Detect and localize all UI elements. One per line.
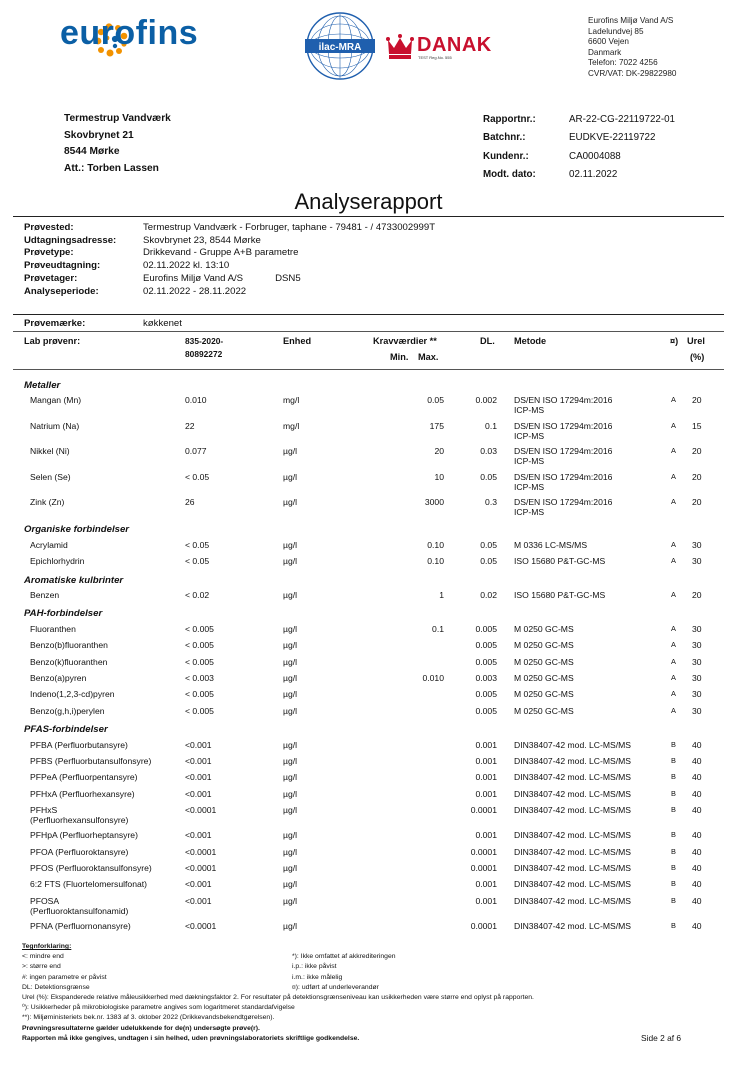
legend-bold-note: Prøvningsresultaterne gælder udelukkende for de(n) undersøgte prøve(r). [22,1024,260,1032]
legend-bold-note: Rapporten må ikke gengives, undtagen i sin helhed, uden prøvningslaboratoriets skriftlige godkendelse. [22,1034,360,1042]
info-value: Skovbrynet 23, 8544 Mørke [143,234,261,246]
dl-value: 0.05 [480,539,497,550]
param-name: 6:2 FTS (Fluortelomersulfonat) [30,879,148,890]
col-sample-no-2: 80892272 [185,349,223,359]
param-name: Benzo(b)fluoranthen [30,640,108,651]
unit-value: µg/l [283,788,298,799]
unit-value: µg/l [283,497,298,507]
sample-marker-value: køkkenet [143,318,182,329]
danak-label: DANAK [417,34,492,56]
sample-marker-key: Prøvemærke: [24,318,86,329]
unit-value: µg/l [283,895,298,906]
flag-value: B [671,830,676,840]
flag-value: A [671,471,676,481]
result-value: < 0.005 [185,640,214,651]
section-heading: Aromatiske kulbrinter [24,574,124,586]
param-name: PFBA (Perfluorbutansyre) [30,739,128,750]
max-value: 0.10 [427,539,444,550]
result-value: <0.001 [185,756,212,766]
urel-value: 30 [692,640,702,651]
info-value: Eurofins Miljø Vand A/S [143,273,244,285]
flag-value: A [671,640,676,650]
urel-value: 30 [692,705,702,716]
result-value: < 0.05 [185,471,210,482]
customer-address-line: 8544 Mørke [64,146,120,157]
flag-value: B [671,772,676,782]
lab-address-line: Eurofins Miljø Vand A/S [588,16,674,25]
legend-item: <: mindre end [22,953,64,961]
unit-value: µg/l [283,640,298,651]
lab-address-line: 6600 Vejen [588,37,629,47]
legend-right [292,952,396,993]
urel-value: 20 [692,446,702,457]
legend-item: DL: Detektionsgrænse [22,983,90,991]
lab-address-line: Telefon: 7022 4256 [588,58,658,68]
urel-value: 40 [692,895,702,906]
legend-note: Urel (%): Ekspanderede relative måleusikkerhed med dækningsfaktor 2. For resultater på detektionsgrænseniveau kan usikkerheden være større end oplyst på rapporten. [22,994,534,1002]
divider [13,314,724,315]
method-value: DS/EN ISO 17294m:2016 [514,471,613,482]
urel-value: 30 [692,623,702,634]
dl-value: 0.005 [475,656,497,667]
svg-text:ilac-MRA: ilac-MRA [318,42,362,53]
dl-value: 0.0001 [470,805,497,816]
urel-value: 40 [692,879,702,890]
flag-value: A [671,556,676,566]
section-heading: Metaller [24,380,61,391]
param-name: Benzo(a)pyren [30,673,87,683]
unit-value: µg/l [283,656,298,667]
unit-value: µg/l [283,689,298,700]
result-value: < 0.05 [185,539,210,550]
lab-address-line: Ladelundvej 85 [588,26,644,36]
meta-value: CA0004088 [569,150,621,162]
max-value: 20 [434,446,444,457]
section-heading: PAH-forbindelser [24,608,103,620]
result-value: < 0.005 [185,689,214,700]
flag-value: A [671,395,676,405]
method-value: ICP-MS [514,507,545,517]
result-value: 0.010 [185,395,207,406]
unit-value: µg/l [283,846,298,857]
flag-value: B [671,895,676,905]
meta-key: Rapportnr.: [483,113,536,125]
page-title: Analyserapport [294,189,443,214]
legend-item: i.p.: ikke påvist [292,963,337,971]
param-name: PFBS (Perfluorbutansulfonsyre) [30,756,152,766]
param-name: Zink (Zn) [30,497,65,507]
max-value: 0.010 [422,673,444,683]
param-name: Benzen [30,590,60,600]
param-name: Mangan (Mn) [30,395,82,406]
flag-value: A [671,497,676,506]
ilac-mra-seal [303,10,377,82]
urel-value: 40 [692,920,702,931]
legend-note: ⁰): Usikkerheder på mikrobiologiske parametre angives som logaritmeret standardafvigelse [22,1004,295,1012]
flag-value: A [671,689,676,699]
col-unit: Enhed [283,336,312,346]
meta-key: Kundenr.: [483,150,529,162]
result-value: <0.001 [185,788,212,799]
max-value: 10 [434,471,444,482]
info-extra: DSN5 [275,273,301,285]
flag-value: A [671,539,676,549]
param-name: PFHxS [30,805,58,816]
dl-value: 0.002 [475,395,497,406]
unit-value: µg/l [283,805,298,816]
urel-value: 20 [692,497,702,507]
urel-value: 20 [692,471,702,482]
result-value: <0.001 [185,772,212,783]
customer-address-line: Termestrup Vandværk [64,113,171,124]
flag-value: B [671,805,676,815]
param-name: Acrylamid [30,539,68,550]
dl-value: 0.001 [475,895,497,906]
method-value: M 0336 LC-MS/MS [514,539,588,550]
info-row [24,221,435,234]
customer-address-line: Att.: Torben Lassen [64,162,159,174]
result-value: <0.0001 [185,846,217,857]
legend-note: **): Miljøministeriets bek.nr. 1383 af 3. oktober 2022 (Drikkevandsbekendtgørelsen). [22,1014,275,1022]
urel-value: 40 [692,739,702,750]
method-value: M 0250 GC-MS [514,623,574,634]
legend-title: Tegnforklaring: [22,943,72,950]
dl-value: 0.05 [480,556,497,567]
method-value: M 0250 GC-MS [514,656,574,667]
dl-value: 0.02 [480,590,497,600]
flag-value: B [671,739,676,749]
legend-item: *): Ikke omfattet af akkrediteringen [292,953,396,961]
danak-reg: TEST Reg.No. 555 [418,55,452,60]
param-name: PFNA (Perfluornonansyre) [30,920,131,931]
dl-value: 0.005 [475,623,497,634]
param-name: PFPeA (Perfluorpentansyre) [30,772,138,783]
method-value: ICP-MS [514,456,545,467]
dl-value: 0.005 [475,689,497,700]
result-value: < 0.005 [185,656,214,667]
dl-value: 0.001 [475,879,497,890]
legend-item: >: større end [22,963,61,971]
result-value: < 0.005 [185,705,214,716]
dl-value: 0.0001 [470,846,497,857]
param-name: Nikkel (Ni) [30,446,70,457]
dl-value: 0.3 [485,497,497,507]
param-name: PFOSA [30,895,60,906]
max-value: 3000 [424,497,444,507]
method-value: DIN38407-42 mod. LC-MS/MS [514,895,632,906]
method-value: DS/EN ISO 17294m:2016 [514,446,613,457]
result-value: <0.0001 [185,805,217,816]
flag-value: A [671,656,676,666]
meta-key: Batchnr.: [483,132,526,144]
col-urel-2: (%) [690,352,705,362]
flag-value: B [671,846,676,856]
urel-value: 40 [692,756,702,766]
max-value: 175 [429,420,444,431]
info-value: 02.11.2022 - 28.11.2022 [143,285,247,297]
dl-value: 0.001 [475,788,497,799]
meta-row [483,147,675,166]
unit-value: µg/l [283,739,298,750]
unit-value: mg/l [283,395,300,406]
method-value: DS/EN ISO 17294m:2016 [514,420,613,431]
dl-value: 0.005 [475,640,497,651]
info-key: Prøvetype: [24,247,74,259]
unit-value: µg/l [283,446,298,457]
col-krav: Kravværdier ** [373,336,437,346]
result-value: 0.077 [185,446,207,457]
method-value: ICP-MS [514,481,545,492]
urel-value: 15 [692,420,702,431]
unit-value: µg/l [283,705,298,716]
info-key: Prøvested: [24,221,74,233]
urel-value: 30 [692,539,702,550]
info-row [24,285,435,298]
max-value: 0.1 [432,623,444,634]
info-row [24,247,435,260]
dl-value: 0.003 [475,673,497,683]
info-key: Analyseperiode: [24,285,99,297]
urel-value: 30 [692,656,702,667]
method-value: DIN38407-42 mod. LC-MS/MS [514,772,632,783]
customer-address [64,111,171,177]
param-name: Natrium (Na) [30,420,80,431]
lab-address [588,16,676,80]
method-value: M 0250 GC-MS [514,640,574,651]
dl-value: 0.005 [475,705,497,716]
urel-value: 40 [692,788,702,799]
method-value: DIN38407-42 mod. LC-MS/MS [514,879,632,890]
method-value: DS/EN ISO 17294m:2016 [514,497,613,507]
flag-value: A [671,705,676,715]
param-name: Fluoranthen [30,623,76,634]
unit-value: µg/l [283,756,298,766]
flag-value: A [671,446,676,456]
method-value: DIN38407-42 mod. LC-MS/MS [514,846,632,857]
urel-value: 30 [692,689,702,700]
method-value: ISO 15680 P&T-GC-MS [514,556,606,567]
method-value: DS/EN ISO 17294m:2016 [514,395,613,406]
customer-address-line: Skovbrynet 21 [64,129,134,141]
param-name-cont: (Perfluorhexansulfonsyre) [30,815,129,826]
divider [13,331,724,332]
info-row [24,234,435,247]
meta-value: AR-22-CG-22119722-01 [569,113,676,125]
unit-value: µg/l [283,556,298,567]
param-name: Benzo(k)fluoranthen [30,656,108,667]
urel-value: 40 [692,863,702,873]
dl-value: 0.03 [480,446,497,457]
param-name: Benzo(g,h,i)perylen [30,705,105,716]
meta-value: 02.11.2022 [569,169,618,181]
result-value: <0.0001 [185,920,217,931]
dl-value: 0.0001 [470,920,497,931]
urel-value: 30 [692,673,702,683]
unit-value: µg/l [283,863,298,873]
info-key: Udtagningsadresse: [24,234,117,246]
flag-value: B [671,788,676,798]
flag-value: A [671,590,676,599]
sample-info [24,221,435,298]
max-value: 0.10 [427,556,444,567]
unit-value: µg/l [283,879,298,890]
flag-value: B [671,756,676,765]
col-flag: ¤) [670,336,679,346]
info-row [24,272,435,285]
urel-value: 40 [692,830,702,841]
dl-value: 0.05 [480,471,497,482]
method-value: M 0250 GC-MS [514,705,574,716]
dl-value: 0.001 [475,756,497,766]
legend-item: i.m.: ikke målelig [292,973,343,981]
method-value: M 0250 GC-MS [514,689,574,700]
max-value: 1 [439,590,444,600]
info-value: 02.11.2022 kl. 13:10 [143,260,230,272]
info-row [24,259,435,272]
method-value: DIN38407-42 mod. LC-MS/MS [514,788,632,799]
param-name: PFOA (Perfluoroktansyre) [30,846,129,857]
dl-value: 0.001 [475,772,497,783]
result-value: <0.0001 [185,863,217,873]
brand-name: eurofins [60,14,199,52]
info-key: Prøveudtagning: [24,260,101,272]
result-value: < 0.003 [185,673,214,683]
method-value: DIN38407-42 mod. LC-MS/MS [514,739,632,750]
urel-value: 40 [692,846,702,857]
meta-row [483,166,675,185]
sample-marker [24,318,182,329]
result-value: < 0.05 [185,556,210,567]
result-value: <0.001 [185,830,212,841]
col-lab: Lab prøvenr: [24,336,81,346]
param-name: Indeno(1,2,3-cd)pyren [30,689,115,700]
unit-value: µg/l [283,623,298,634]
method-value: ICP-MS [514,405,545,416]
result-value: <0.001 [185,895,212,906]
result-value: < 0.005 [185,623,214,634]
unit-value: µg/l [283,830,298,841]
param-name: PFOS (Perfluoroktansulfonsyre) [30,863,152,873]
param-name: Selen (Se) [30,471,71,482]
flag-value: A [671,673,676,682]
dl-value: 0.1 [485,420,497,431]
legend-item: ¤): udført af underleverandør [292,983,379,991]
param-name: PFHpA (Perfluorheptansyre) [30,830,138,841]
result-value: <0.001 [185,879,212,890]
unit-value: mg/l [283,420,300,431]
urel-value: 20 [692,590,702,600]
info-key: Prøvetager: [24,273,78,285]
unit-value: µg/l [283,471,298,482]
meta-key: Modt. dato: [483,169,536,181]
lab-address-line: CVR/VAT: DK-29822980 [588,68,677,78]
unit-value: µg/l [283,772,298,783]
param-name: Epichlorhydrin [30,556,85,567]
param-name-cont: (Perfluoroktansulfonamid) [30,905,129,916]
legend-item: #: ingen parametre er påvist [22,973,107,981]
unit-value: µg/l [283,673,298,683]
col-urel-1: Urel [687,336,705,346]
meta-row [483,129,675,148]
legend-columns [22,952,534,993]
divider [13,216,724,217]
result-value: < 0.02 [185,590,210,600]
col-max: Max. [418,352,439,362]
flag-value: B [671,879,676,889]
legend-left [22,952,292,993]
section-heading: PFAS-forbindelser [24,724,108,736]
method-value: DIN38407-42 mod. LC-MS/MS [514,863,632,873]
flag-value: B [671,863,676,872]
col-min: Min. [390,352,409,362]
result-value: 22 [185,420,195,431]
flag-value: A [671,420,676,430]
unit-value: µg/l [283,590,298,600]
flag-value: A [671,623,676,633]
col-sample-no-1: 835-2020- [185,336,224,346]
unit-value: µg/l [283,539,298,550]
page-number: Side 2 af 6 [641,1033,682,1043]
info-value: Drikkevand - Gruppe A+B parametre [143,247,299,259]
method-value: DIN38407-42 mod. LC-MS/MS [514,756,632,766]
divider [13,369,724,370]
flag-value: B [671,920,676,930]
dl-value: 0.001 [475,830,497,841]
method-value: DIN38407-42 mod. LC-MS/MS [514,920,632,931]
unit-value: µg/l [283,920,298,931]
meta-row [483,110,675,129]
param-name: PFHxA (Perfluorhexansyre) [30,788,135,799]
urel-value: 40 [692,805,702,816]
dl-value: 0.001 [475,739,497,750]
method-value: ICP-MS [514,430,545,441]
urel-value: 30 [692,556,702,567]
report-meta [483,110,675,184]
section-heading: Organiske forbindelser [24,524,130,536]
col-dl: DL. [480,336,495,346]
method-value: M 0250 GC-MS [514,673,574,683]
urel-value: 40 [692,772,702,783]
col-method: Metode [514,336,547,346]
dl-value: 0.0001 [470,863,497,873]
meta-value: EUDKVE-22119722 [569,132,656,144]
lab-address-line: Danmark [588,47,622,57]
result-value: 26 [185,497,195,507]
info-value: Termestrup Vandværk - Forbruger, taphane - 79481 - / 4733002999T [143,221,436,233]
max-value: 0.05 [427,395,444,406]
urel-value: 20 [692,395,702,406]
method-value: DIN38407-42 mod. LC-MS/MS [514,805,632,816]
method-value: ISO 15680 P&T-GC-MS [514,590,606,600]
result-value: <0.001 [185,739,212,750]
legend [22,942,534,1044]
method-value: DIN38407-42 mod. LC-MS/MS [514,830,632,841]
